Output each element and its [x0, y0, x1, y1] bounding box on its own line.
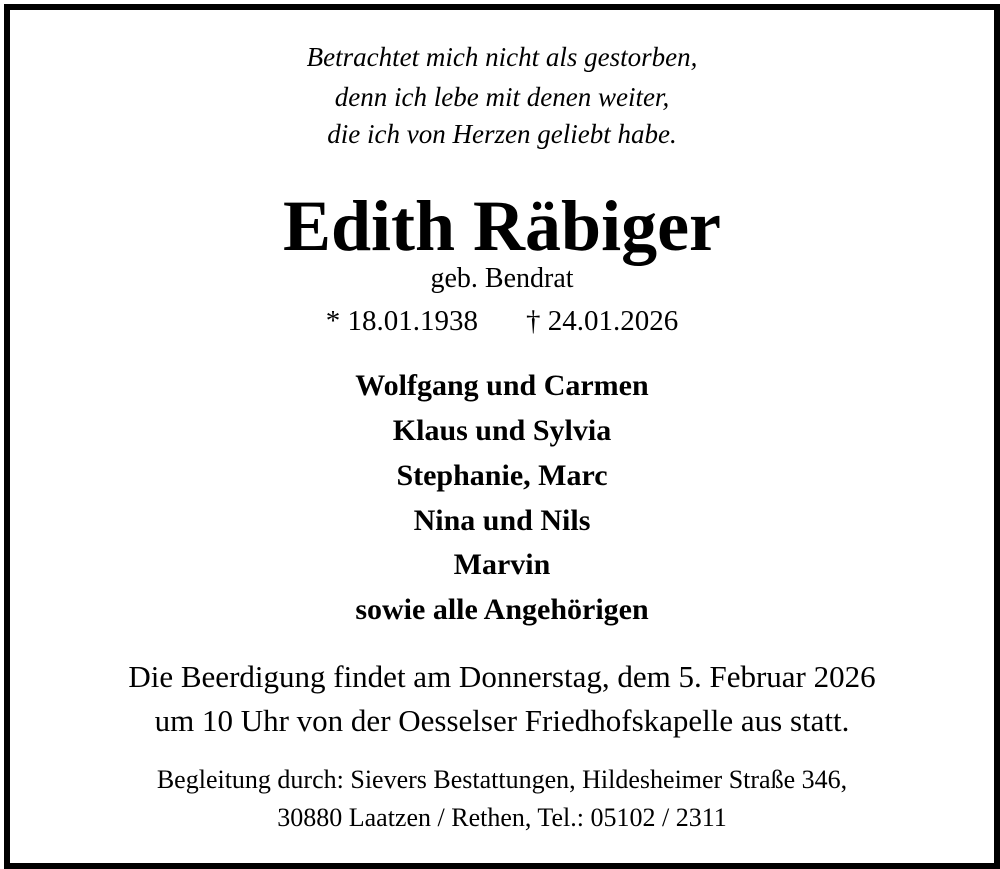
funeral-notice-line-2: um 10 Uhr von der Oesselser Friedhofskapelle aus statt. [154, 703, 850, 738]
mourner-line: sowie alle Angehörigen [355, 593, 649, 626]
mourner-line: Klaus und Sylvia [392, 414, 612, 447]
deceased-name: Edith Räbiger [282, 186, 722, 266]
death-date: † 24.01.2026 [526, 305, 679, 337]
quote-line-3: die ich von Herzen geliebt habe. [327, 119, 677, 149]
funeral-notice-line-1: Die Beerdigung findet am Donnerstag, dem 5. Februar 2026 [128, 659, 876, 694]
mourner-line: Marvin [453, 548, 551, 581]
undertaker-line-1: Begleitung durch: Sievers Bestattungen, Hildesheimer Straße 346, [156, 765, 848, 794]
undertaker-line-2: 30880 Laatzen / Rethen, Tel.: 05102 / 2311 [277, 803, 727, 832]
mourner-line: Wolfgang und Carmen [355, 369, 649, 402]
quote-line-1: Betrachtet mich nicht als gestorben, [306, 42, 698, 72]
life-dates [10, 307, 994, 336]
maiden-name: geb. Bendrat [430, 263, 574, 294]
birth-date: * 18.01.1938 [325, 305, 478, 337]
mourner-line: Nina und Nils [413, 504, 591, 537]
quote-line-2: denn ich lebe mit denen weiter, [334, 82, 670, 112]
mourner-line: Stephanie, Marc [396, 459, 608, 492]
obituary-frame [4, 4, 1000, 869]
